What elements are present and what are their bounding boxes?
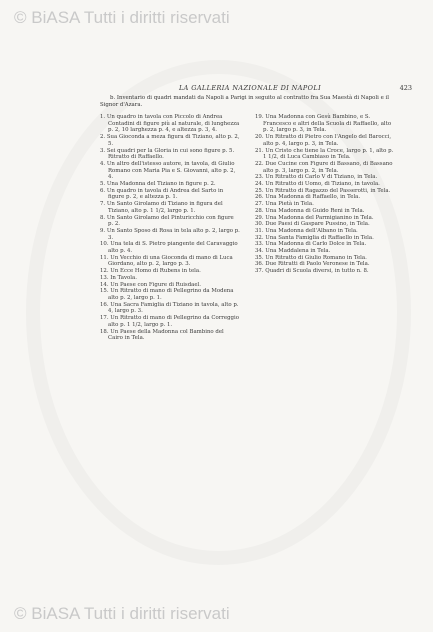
document-page	[100, 84, 412, 464]
inventory-entry: 26. Una Madonna di Raffaello, in Tela.	[255, 194, 361, 201]
inventory-entry: 33. Una Madonna di Carlo Dolce in Tela.	[255, 241, 367, 248]
inventory-entry: 37. Quadri di Scuola diversi, in tutto n. 8.	[255, 268, 369, 275]
watermark-bottom: © BiASA Tutti i diritti riservati	[14, 604, 230, 623]
right-column	[255, 114, 395, 275]
inventory-entry: 17. Un Ritratto di mano di Pellegrino da Correggio alto p. 1 1/2, largo p. 1.	[100, 315, 239, 328]
intro-paragraph: b. Inventario di quadri mandati da Napoli a Parigi in seguito al contratto fra Sua Maestà di Napoli e il Signor d'Azara.	[100, 95, 389, 109]
inventory-entry: 20. Un Ritratto di Pietro con l'Angelo del Barocci, alto p. 4, largo p. 3, in Tela.	[255, 134, 392, 147]
inventory-entry: 31. Una Madonna dell'Albano in Tela.	[255, 227, 358, 234]
inventory-entry: 9. Un Santo Sposo di Rosa in tela alto p. 2, largo p. 3.	[100, 227, 240, 241]
inventory-entry: 18. Un Paese della Madonna col Bambino del Cairo in Tela.	[100, 328, 224, 342]
inventory-entry: 13. In Tavola.	[100, 274, 137, 281]
running-header: LA GALLERIA NAZIONALE DI NAPOLI	[178, 84, 322, 92]
inventory-entry: 28. Una Madonna di Guido Reni in Tela.	[255, 207, 365, 214]
inventory-entry: 16. Una Sacra Famiglia di Tiziano in tavola, alto p. 4, largo p. 3.	[100, 301, 239, 315]
inventory-entry: 34. Una Maddalena in Tela.	[255, 248, 331, 255]
inventory-entry: 4. Un altro dell'istesso autore, in tavola, di Giulio Romano con Maria Pia e S. Giovanni, alto p. 2, 4.	[100, 160, 236, 181]
inventory-entry: 1. Un quadro in tavola con Piccolo di Andrea Contadini di figure più al naturale, di lunghezza p. 2, 10 larghezza p. 4, e altezza p. 3, 4.	[100, 114, 240, 134]
inventory-entry: 24. Un Ritratto di Uomo, di Tiziano, in tavola.	[255, 181, 380, 188]
inventory-entry: 8. Un Santo Girolamo del Pinturicchio con figure p. 2.	[100, 214, 234, 228]
inventory-entry: 6. Un quadro in tavola di Andrea del Sarto in figure p. 2, e altezza p. 1.	[100, 187, 224, 201]
inventory-entry: 2. Sua Gioconda a meza figura di Tiziano, alto p. 2, 5.	[100, 134, 240, 147]
inventory-entry: 22. Due Cucine con Figure di Bassano, di Bassano alto p. 3, largo p. 2, in Tela.	[255, 160, 393, 174]
inventory-entry: 27. Una Pietà in Tela.	[255, 201, 314, 208]
inventory-entry: 25. Un Ritratto di Ragazzo del Passerotti, in Tela.	[255, 187, 391, 194]
inventory-entry: 3. Sei quadri per la Gloria in cui sono figure p. 5. Ritratto di Raffaello.	[100, 147, 235, 161]
inventory-entry: 12. Un Ecce Homo di Rubens in tela.	[100, 268, 201, 275]
inventory-entry: 14. Un Paese con Figure di Ruisdael.	[100, 281, 201, 288]
inventory-entry: 29. Una Madonna del Parmigianino in Tela.	[255, 214, 374, 221]
watermark-top: © BiASA Tutti i diritti riservati	[14, 8, 230, 27]
inventory-entry: 11. Un Vecchio di una Gioconda di mano di Luca Giordano, alto p. 2, largo p. 3.	[100, 254, 233, 268]
left-column	[100, 114, 240, 342]
inventory-entry: 19. Una Madonna con Gesù Bambino, e S. Francesco e altri della Scuola di Raffaello, alto p. 2, largo p. 3, in Tela.	[255, 114, 392, 134]
inventory-entry: 35. Un Ritratto di Giulio Romano in Tela.	[255, 254, 367, 261]
inventory-entry: 7. Un Santo Girolamo di Tiziano in figura del Tiziano, alto p. 1 1/2, largo p. 1.	[100, 201, 223, 214]
inventory-entry: 15. Un Ritratto di mano di Pellegrino da Modena alto p. 2, largo p. 1.	[100, 288, 234, 301]
inventory-entry: 23. Un Ritratto di Carlo V di Tiziano, in Tela.	[255, 174, 378, 181]
page-number: 423	[399, 84, 412, 92]
inventory-entry: 32. Una Santa Famiglia di Raffaello in Tela.	[255, 234, 374, 241]
inventory-entry: 10. Una tela di S. Pietro piangente del Caravaggio alto p. 4.	[100, 241, 238, 255]
inventory-entry: 5. Una Madonna del Tiziano in figure p. 2.	[100, 181, 216, 188]
inventory-entry: 30. Due Paesi di Gaspare Pussino, in Tela.	[255, 221, 370, 228]
inventory-entry: 36. Due Ritratti di Paolo Veronese in Tela.	[255, 261, 370, 268]
inventory-entry: 21. Un Cristo che tiene la Croce, largo p. 1, alto p. 1 1/2, di Luca Cambiaso in Tela.	[255, 147, 394, 161]
